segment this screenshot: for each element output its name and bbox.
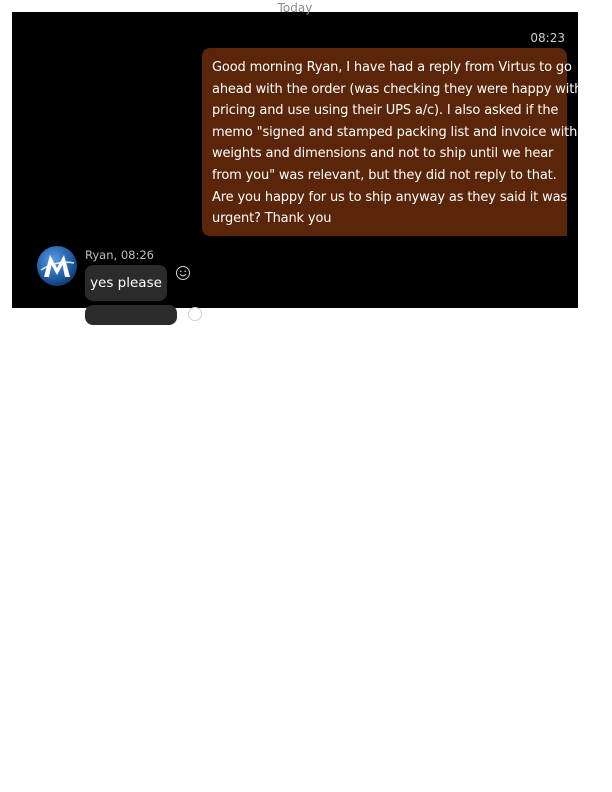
outgoing-timestamp: 08:23 bbox=[530, 31, 565, 45]
incoming-message-bubble[interactable]: yes please bbox=[85, 265, 167, 301]
outgoing-message-bubble[interactable] bbox=[202, 48, 583, 236]
logo-m-avatar-icon bbox=[37, 246, 77, 286]
day-divider: Today bbox=[277, 1, 313, 15]
sender-name-time: Ryan, 08:26 bbox=[85, 248, 154, 262]
message-line: ahead with the order (was checking they were happy with bbox=[212, 81, 583, 97]
message-line: Are you happy for us to ship anyway as they said it was bbox=[212, 189, 568, 205]
smiley-reaction-icon[interactable] bbox=[187, 306, 203, 322]
message-line: urgent? Thank you bbox=[212, 211, 332, 227]
message-line: memo "signed and stamped packing list and invoice with bbox=[212, 124, 578, 140]
message-line: pricing and use using their UPS a/c). I also asked if the bbox=[212, 103, 559, 119]
message-line: Good morning Ryan, I have had a reply from Virtus to go bbox=[212, 60, 572, 75]
avatar[interactable] bbox=[37, 246, 77, 286]
smiley-reaction-icon[interactable] bbox=[175, 265, 191, 281]
incoming-message-bubble-partial[interactable] bbox=[85, 305, 177, 325]
chat-screenshot bbox=[12, 1, 583, 308]
outgoing-message-text bbox=[212, 48, 583, 230]
message-line: weights and dimensions and not to ship until we hear bbox=[212, 146, 554, 162]
message-line: from you" was relevant, but they did not reply to that. bbox=[212, 167, 557, 183]
